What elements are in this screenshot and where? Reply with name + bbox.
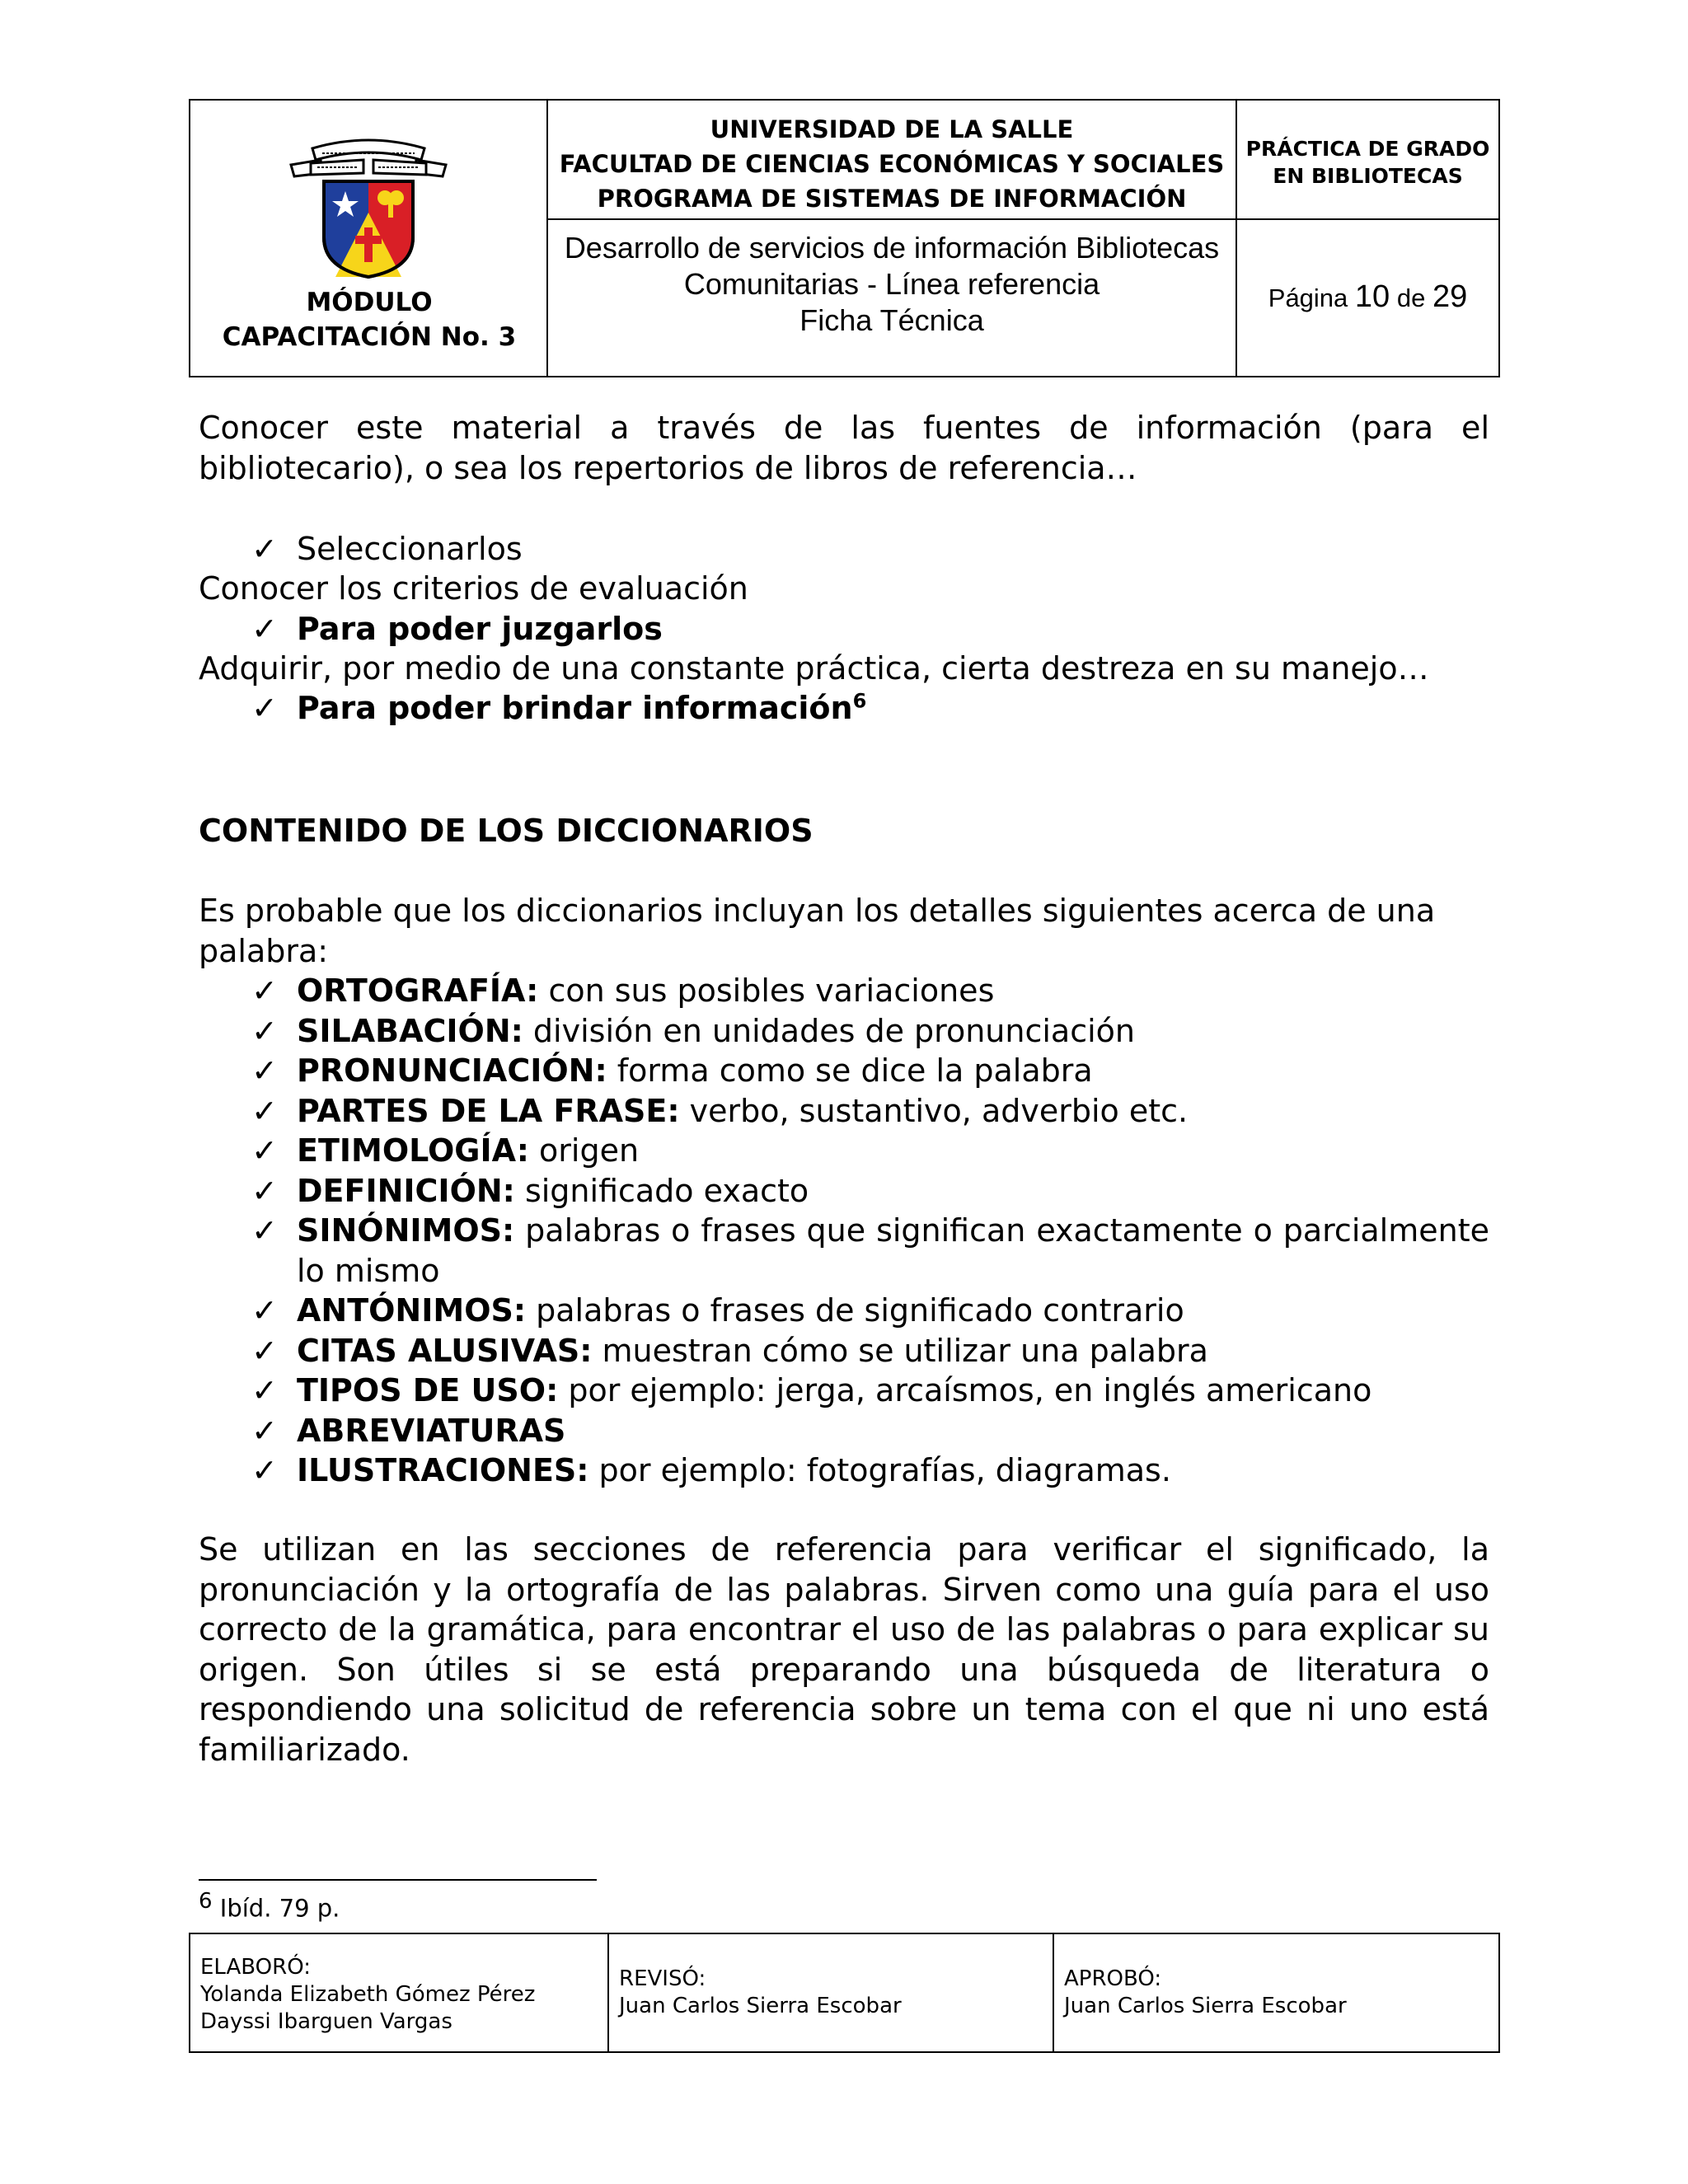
list-item-description: significado exacto — [514, 1172, 809, 1209]
list-item-text — [297, 1451, 1489, 1491]
check-item-text: Seleccionarlos — [297, 531, 523, 567]
list-item-term: CITAS ALUSIVAS: — [297, 1332, 593, 1369]
page-separator: de — [1396, 284, 1426, 312]
university-crest-logo — [288, 130, 449, 279]
module-label-line2: CAPACITACIÓN No. 3 — [222, 322, 517, 352]
faculty-name: FACULTAD DE CIENCIAS ECONÓMICAS Y SOCIALES — [559, 150, 1225, 178]
footnote-ref: 6 — [852, 689, 867, 713]
elaboro-label: ELABORÓ: — [200, 1955, 311, 1980]
list-item-text — [297, 1411, 1489, 1451]
intro-paragraph: Conocer este material a través de las fuentes de información (para el bibliotecario), o sea los repertorios de libros de referencia… — [199, 410, 1489, 486]
list-item-term: ETIMOLOGÍA: — [297, 1132, 529, 1169]
practice-line: Adquirir, por medio de una constante práctica, cierta destreza en su manejo… — [199, 650, 1429, 687]
checkmark-icon: ✓ — [251, 1132, 278, 1169]
lead-paragraph: Es probable que los diccionarios incluyan los detalles siguientes acerca de una palabra: — [199, 893, 1436, 969]
list-item-description: por ejemplo: fotografías, diagramas. — [588, 1452, 1171, 1488]
checkmark-icon: ✓ — [251, 1292, 278, 1329]
reviso-name: Juan Carlos Sierra Escobar — [619, 1994, 902, 2018]
university-name: UNIVERSIDAD DE LA SALLE — [710, 115, 1074, 143]
closing-paragraph: Se utilizan en las secciones de referencia para verificar el significado, la pronunciación y la ortografía de las palabras. Sirven como una guía para el uso correcto de la gramática, para encontrar el uso de las palabras o para explicar su origen. Son útiles si se está preparando una búsqueda de literatura o respondiendo una solicitud de referencia sobre un tema con el que ni uno está familiarizado. — [199, 1531, 1489, 1768]
section-heading: CONTENIDO DE LOS DICCIONARIOS — [199, 813, 814, 849]
list-item-description: con sus posibles variaciones — [538, 972, 995, 1009]
check-item-text: Para poder juzgarlos — [297, 611, 663, 647]
footnote-separator — [199, 1879, 597, 1881]
reviso-label: REVISÓ: — [619, 1966, 706, 1991]
list-item-text — [297, 971, 1489, 1011]
checkmark-icon: ✓ — [251, 1172, 278, 1209]
checkmark-icon: ✓ — [251, 1372, 278, 1408]
list-item-description: forma como se dice la palabra — [607, 1052, 1093, 1089]
list-item-term: SILABACIÓN: — [297, 1012, 523, 1049]
list-item-description: muestran cómo se utilizar una palabra — [592, 1332, 1208, 1369]
list-item-text — [297, 1011, 1489, 1052]
list-item-description: palabras o frases de significado contrario — [526, 1292, 1184, 1329]
footer-table — [189, 1933, 1500, 2053]
check-item-label: Para poder brindar información — [297, 690, 853, 726]
list-item-term: ORTOGRAFÍA: — [297, 972, 539, 1009]
list-item-text — [297, 1171, 1489, 1212]
list-item-text — [297, 1051, 1489, 1091]
list-item-term: ILUSTRACIONES: — [297, 1452, 589, 1488]
list-item-term: ANTÓNIMOS: — [297, 1292, 527, 1329]
list-item-text — [297, 1211, 1489, 1291]
checkmark-icon: ✓ — [251, 1012, 278, 1049]
program-name: PROGRAMA DE SISTEMAS DE INFORMACIÓN — [597, 185, 1187, 213]
footnote — [199, 1889, 340, 1923]
list-item-text — [297, 1291, 1489, 1331]
checkmark-icon: ✓ — [251, 1092, 278, 1129]
footnote-text: Ibíd. 79 p. — [219, 1894, 340, 1923]
page-total: 29 — [1432, 279, 1468, 314]
header-table — [189, 99, 1500, 377]
doc-title-line3: Ficha Técnica — [799, 303, 984, 337]
list-item-description: verbo, sustantivo, adverbio etc. — [679, 1092, 1189, 1129]
page-number-cell — [1237, 220, 1498, 376]
practice-line1: PRÁCTICA DE GRADO — [1245, 137, 1490, 161]
checkmark-icon: ✓ — [251, 1212, 278, 1249]
checkmark-icon: ✓ — [251, 690, 278, 726]
logo-cell — [190, 101, 548, 376]
footnote-number: 6 — [199, 1889, 213, 1914]
elaboro-name: Dayssi Ibarguen Vargas — [200, 2009, 452, 2034]
checkmark-icon: ✓ — [251, 972, 278, 1009]
criteria-line: Conocer los criterios de evaluación — [199, 570, 748, 607]
page-prefix: Página — [1268, 284, 1348, 312]
doc-title-line1: Desarrollo de servicios de información Bibliotecas — [564, 231, 1220, 265]
list-item-text — [297, 1091, 1489, 1132]
list-item-text — [297, 1131, 1489, 1171]
list-item-term: SINÓNIMOS: — [297, 1212, 515, 1249]
list-item-text — [297, 1371, 1489, 1411]
institution-cell — [548, 101, 1237, 220]
page-number — [1268, 279, 1468, 314]
list-item-term: PARTES DE LA FRASE: — [297, 1092, 680, 1129]
aprobo-cell — [1054, 1934, 1498, 2051]
checkmark-icon: ✓ — [251, 1052, 278, 1089]
doc-title-line2: Comunitarias - Línea referencia — [683, 267, 1100, 301]
practice-line2: EN BIBLIOTECAS — [1273, 164, 1463, 188]
aprobo-label: APROBÓ: — [1064, 1966, 1162, 1991]
checkmark-icon: ✓ — [251, 531, 278, 567]
aprobo-name: Juan Carlos Sierra Escobar — [1064, 1994, 1347, 2018]
checkmark-icon: ✓ — [251, 1332, 278, 1369]
list-item-description: origen — [528, 1132, 640, 1169]
elaboro-cell — [190, 1934, 609, 2051]
check-item-text — [297, 688, 1489, 729]
module-label-line1: MÓDULO — [306, 288, 433, 317]
list-item-term: ABREVIATURAS — [297, 1412, 566, 1449]
doc-title-cell — [548, 220, 1237, 376]
list-item-term: TIPOS DE USO: — [297, 1372, 559, 1408]
list-item-description: palabras o frases que significan exactamente o parcialmente lo mismo — [297, 1212, 1489, 1289]
list-item-term: PRONUNCIACIÓN: — [297, 1052, 607, 1089]
checkmark-icon: ✓ — [251, 1452, 278, 1488]
page-current: 10 — [1354, 279, 1390, 314]
practice-cell — [1237, 101, 1498, 220]
list-item-text — [297, 1331, 1489, 1371]
list-item-term: DEFINICIÓN: — [297, 1172, 515, 1209]
elaboro-name: Yolanda Elizabeth Gómez Pérez — [200, 1982, 536, 2007]
reviso-cell — [609, 1934, 1054, 2051]
checkmark-icon: ✓ — [251, 611, 278, 647]
module-label — [190, 285, 548, 354]
checkmark-icon: ✓ — [251, 1412, 278, 1449]
list-item-description: por ejemplo: jerga, arcaísmos, en inglés americano — [558, 1372, 1372, 1408]
list-item-description: división en unidades de pronunciación — [523, 1012, 1135, 1049]
